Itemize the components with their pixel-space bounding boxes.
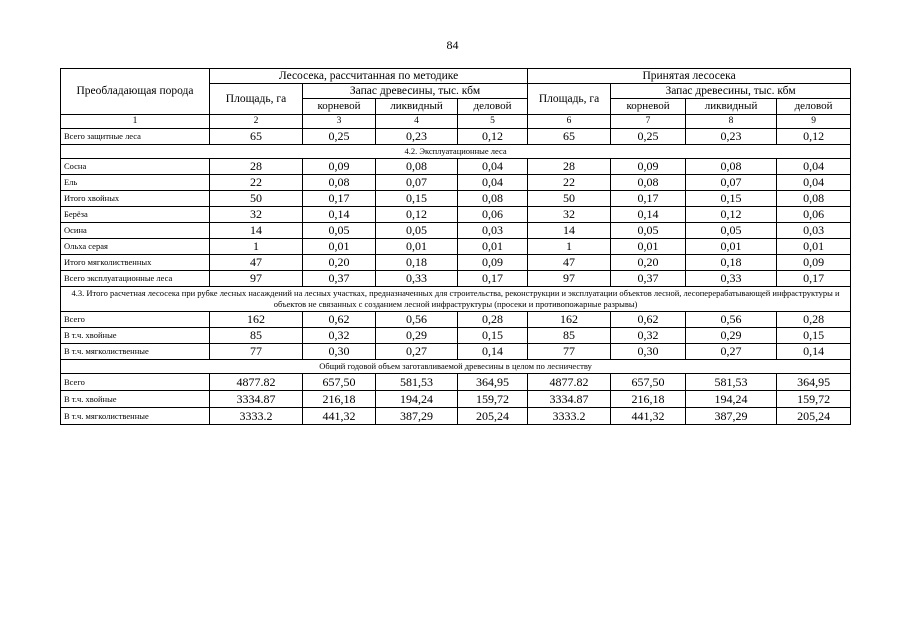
cell: 0,04 — [458, 175, 528, 191]
row-label: Осина — [61, 223, 210, 239]
cell: 3333.2 — [528, 408, 611, 425]
cell: 159,72 — [458, 391, 528, 408]
row-label: Всего — [61, 374, 210, 391]
row-label: В т.ч. хвойные — [61, 391, 210, 408]
cell: 0,09 — [777, 255, 851, 271]
table-row — [61, 312, 851, 328]
cell: 3334.87 — [528, 391, 611, 408]
cell: 0,14 — [611, 207, 686, 223]
cell: 50 — [528, 191, 611, 207]
table-row — [61, 175, 851, 191]
cell: 0,15 — [777, 328, 851, 344]
cell: 0,17 — [458, 271, 528, 287]
col-number: 7 — [611, 115, 686, 129]
cell: 0,14 — [458, 344, 528, 360]
header-stock-accepted: Запас древесины, тыс. кбм — [611, 84, 851, 99]
cell: 77 — [210, 344, 303, 360]
cell: 0,17 — [303, 191, 376, 207]
row-label: Сосна — [61, 159, 210, 175]
cell: 0,25 — [303, 129, 376, 145]
col-number: 1 — [61, 115, 210, 129]
table-row — [61, 391, 851, 408]
table-row — [61, 159, 851, 175]
page-number: 84 — [446, 38, 459, 52]
row-label: В т.ч. мягколиственные — [61, 408, 210, 425]
table-row — [61, 239, 851, 255]
cell: 0,32 — [611, 328, 686, 344]
cell: 65 — [528, 129, 611, 145]
cell: 97 — [528, 271, 611, 287]
cell: 0,09 — [611, 159, 686, 175]
row-label: Ель — [61, 175, 210, 191]
cell: 0,62 — [611, 312, 686, 328]
cell: 0,01 — [376, 239, 458, 255]
cell: 364,95 — [458, 374, 528, 391]
cell: 0,56 — [376, 312, 458, 328]
cell: 65 — [210, 129, 303, 145]
header-species: Преобладающая порода — [61, 69, 210, 115]
row-label: Итого хвойных — [61, 191, 210, 207]
cell: 0,08 — [458, 191, 528, 207]
cell: 441,32 — [303, 408, 376, 425]
cell: 0,15 — [458, 328, 528, 344]
cell: 0,18 — [376, 255, 458, 271]
header-liquid-accepted: ликвидный — [686, 99, 777, 115]
cell: 0,30 — [303, 344, 376, 360]
cell: 32 — [210, 207, 303, 223]
row-label: Всего защитные леса — [61, 129, 210, 145]
cell: 0,23 — [376, 129, 458, 145]
row-label: Итого мягколиственных — [61, 255, 210, 271]
cell: 0,30 — [611, 344, 686, 360]
cell: 0,08 — [303, 175, 376, 191]
table-row — [61, 255, 851, 271]
forest-cutting-table — [60, 68, 851, 425]
cell: 0,05 — [611, 223, 686, 239]
row-label: В т.ч. хвойные — [61, 328, 210, 344]
section-row-total — [61, 360, 851, 374]
cell: 28 — [528, 159, 611, 175]
cell: 22 — [528, 175, 611, 191]
cell: 0,12 — [777, 129, 851, 145]
table-row — [61, 223, 851, 239]
header-row-groups — [61, 69, 851, 84]
cell: 0,14 — [303, 207, 376, 223]
cell: 47 — [528, 255, 611, 271]
section-title: 4.3. Итого расчетная лесосека при рубке лесных насаждений на лесных участках, предназначенных для строительства, реконструкции и эксплуатации объектов лесной, лесоперерабатывающей инфраструктуры и объектов не связанных с созданием лесной инфраструктуры (просеки и противопожарные разрывы) — [61, 287, 851, 312]
cell: 0,56 — [686, 312, 777, 328]
cell: 3334.87 — [210, 391, 303, 408]
cell: 0,03 — [458, 223, 528, 239]
cell: 0,15 — [686, 191, 777, 207]
row-label: Берёза — [61, 207, 210, 223]
section-row-exploit — [61, 145, 851, 159]
cell: 0,09 — [458, 255, 528, 271]
cell: 0,12 — [376, 207, 458, 223]
cell: 1 — [528, 239, 611, 255]
cell: 0,29 — [376, 328, 458, 344]
cell: 0,25 — [611, 129, 686, 145]
cell: 0,04 — [777, 159, 851, 175]
cell: 0,08 — [376, 159, 458, 175]
cell: 581,53 — [376, 374, 458, 391]
table-row — [61, 328, 851, 344]
col-number: 3 — [303, 115, 376, 129]
cell: 581,53 — [686, 374, 777, 391]
cell: 4877.82 — [210, 374, 303, 391]
section-title: Общий годовой объем заготавливаемой древесины в целом по лесничеству — [61, 360, 851, 374]
cell: 0,05 — [303, 223, 376, 239]
cell: 159,72 — [777, 391, 851, 408]
header-business-method: деловой — [458, 99, 528, 115]
cell: 77 — [528, 344, 611, 360]
col-number: 4 — [376, 115, 458, 129]
cell: 0,07 — [376, 175, 458, 191]
header-liquid-method: ликвидный — [376, 99, 458, 115]
cell: 3333.2 — [210, 408, 303, 425]
col-number: 5 — [458, 115, 528, 129]
cell: 0,27 — [376, 344, 458, 360]
cell: 0,33 — [686, 271, 777, 287]
cell: 0,09 — [303, 159, 376, 175]
col-number: 6 — [528, 115, 611, 129]
row-label: Всего — [61, 312, 210, 328]
cell: 194,24 — [376, 391, 458, 408]
cell: 0,04 — [458, 159, 528, 175]
cell: 0,37 — [611, 271, 686, 287]
cell: 0,20 — [303, 255, 376, 271]
cell: 205,24 — [777, 408, 851, 425]
cell: 4877.82 — [528, 374, 611, 391]
cell: 194,24 — [686, 391, 777, 408]
cell: 50 — [210, 191, 303, 207]
cell: 0,01 — [611, 239, 686, 255]
cell: 0,27 — [686, 344, 777, 360]
cell: 0,32 — [303, 328, 376, 344]
cell: 0,06 — [777, 207, 851, 223]
cell: 0,05 — [376, 223, 458, 239]
header-root-method: корневой — [303, 99, 376, 115]
cell: 0,04 — [777, 175, 851, 191]
cell: 1 — [210, 239, 303, 255]
cell: 441,32 — [611, 408, 686, 425]
column-numbers-row — [61, 115, 851, 129]
cell: 85 — [528, 328, 611, 344]
table-row — [61, 129, 851, 145]
cell: 387,29 — [686, 408, 777, 425]
header-area-method: Площадь, га — [210, 84, 303, 115]
row-label: Всего эксплуатационные леса — [61, 271, 210, 287]
table-row — [61, 374, 851, 391]
header-group-method: Лесосека, рассчитанная по методике — [210, 69, 528, 84]
table-row — [61, 191, 851, 207]
cell: 0,18 — [686, 255, 777, 271]
cell: 0,62 — [303, 312, 376, 328]
cell: 14 — [528, 223, 611, 239]
cell: 0,05 — [686, 223, 777, 239]
cell: 216,18 — [611, 391, 686, 408]
header-area-accepted: Площадь, га — [528, 84, 611, 115]
cell: 162 — [210, 312, 303, 328]
cell: 47 — [210, 255, 303, 271]
cell: 0,12 — [458, 129, 528, 145]
header-group-accepted: Принятая лесосека — [528, 69, 851, 84]
cell: 162 — [528, 312, 611, 328]
col-number: 2 — [210, 115, 303, 129]
col-number: 8 — [686, 115, 777, 129]
cell: 85 — [210, 328, 303, 344]
cell: 0,01 — [458, 239, 528, 255]
cell: 205,24 — [458, 408, 528, 425]
cell: 0,15 — [376, 191, 458, 207]
cell: 657,50 — [303, 374, 376, 391]
cell: 0,20 — [611, 255, 686, 271]
col-number: 9 — [777, 115, 851, 129]
cell: 0,08 — [777, 191, 851, 207]
cell: 97 — [210, 271, 303, 287]
cell: 0,08 — [611, 175, 686, 191]
cell: 364,95 — [777, 374, 851, 391]
cell: 0,01 — [686, 239, 777, 255]
header-business-accepted: деловой — [777, 99, 851, 115]
row-label: Ольха серая — [61, 239, 210, 255]
section-row-infrastructure — [61, 287, 851, 312]
cell: 0,14 — [777, 344, 851, 360]
cell: 0,03 — [777, 223, 851, 239]
cell: 0,23 — [686, 129, 777, 145]
cell: 387,29 — [376, 408, 458, 425]
cell: 28 — [210, 159, 303, 175]
header-root-accepted: корневой — [611, 99, 686, 115]
cell: 0,06 — [458, 207, 528, 223]
cell: 0,01 — [303, 239, 376, 255]
cell: 22 — [210, 175, 303, 191]
cell: 14 — [210, 223, 303, 239]
cell: 32 — [528, 207, 611, 223]
table-row — [61, 207, 851, 223]
cell: 0,08 — [686, 159, 777, 175]
cell: 0,12 — [686, 207, 777, 223]
cell: 0,29 — [686, 328, 777, 344]
cell: 0,17 — [611, 191, 686, 207]
table-row — [61, 271, 851, 287]
cell: 657,50 — [611, 374, 686, 391]
table-row — [61, 344, 851, 360]
cell: 216,18 — [303, 391, 376, 408]
cell: 0,33 — [376, 271, 458, 287]
cell: 0,28 — [458, 312, 528, 328]
cell: 0,28 — [777, 312, 851, 328]
cell: 0,37 — [303, 271, 376, 287]
row-label: В т.ч. мягколиственные — [61, 344, 210, 360]
cell: 0,17 — [777, 271, 851, 287]
cell: 0,01 — [777, 239, 851, 255]
section-title: 4.2. Эксплуатационные леса — [61, 145, 851, 159]
table-row — [61, 408, 851, 425]
header-stock-method: Запас древесины, тыс. кбм — [303, 84, 528, 99]
cell: 0,07 — [686, 175, 777, 191]
